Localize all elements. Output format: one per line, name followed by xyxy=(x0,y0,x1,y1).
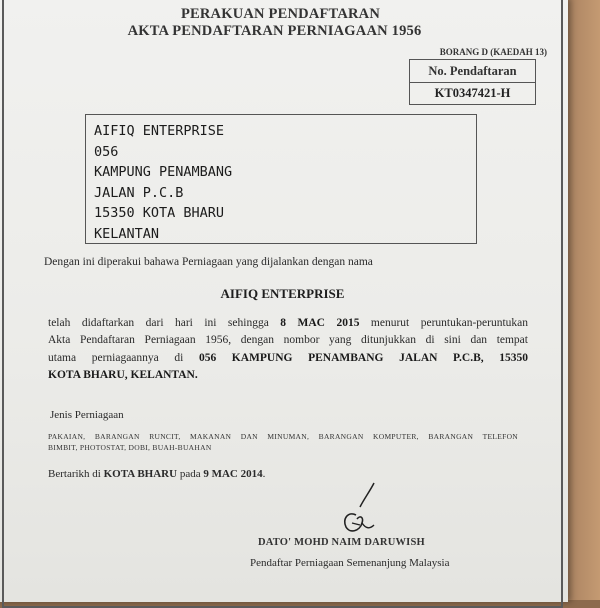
address-line: 15350 KOTA BHARU xyxy=(94,205,225,221)
expiry-date: 8 MAC 2015 xyxy=(280,317,360,329)
form-reference: BORANG D (KAEDAH 13) xyxy=(439,47,547,57)
address-line: JALAN P.C.B xyxy=(94,184,184,201)
certificate-border xyxy=(2,0,563,608)
address-lines xyxy=(94,121,232,244)
dated-place: KOTA BHARU xyxy=(103,468,178,480)
registration-box xyxy=(409,59,536,105)
business-name: AIFIQ ENTERPRISE xyxy=(220,286,345,301)
dated-middle: pada xyxy=(177,468,204,480)
dated-prefix: Bertarikh di xyxy=(48,468,104,480)
intro-text: Dengan ini diperakui bahawa Perniagaan yang dijalankan dengan nama xyxy=(44,256,373,268)
registration-label: No. Pendaftaran xyxy=(410,60,535,83)
address-line: AIFIQ ENTERPRISE xyxy=(94,123,225,139)
signatory-title: Pendaftar Perniagaan Semenanjung Malaysia xyxy=(250,557,450,569)
business-type-line: BIMBIT, PHOTOSTAT, DOBI, BUAH-BUAHAN xyxy=(48,443,212,452)
body-line-4 xyxy=(48,367,198,383)
dated-suffix: . xyxy=(262,468,266,480)
signatory-name: DATO' MOHD NAIM DARUWISH xyxy=(258,537,425,548)
signature-icon xyxy=(304,471,444,541)
business-type-list xyxy=(48,431,518,453)
dated-line xyxy=(48,468,265,480)
business-address-cont: KOTA BHARU, KELANTAN. xyxy=(48,369,198,381)
body-text: menurut peruntukan-peruntukan xyxy=(359,317,529,329)
body-line-3 xyxy=(48,350,528,366)
address-line: KAMPUNG PENAMBANG xyxy=(94,164,233,180)
address-box xyxy=(85,114,477,244)
business-type-label: Jenis Perniagaan xyxy=(50,409,124,421)
dated-date: 9 MAC 2014 xyxy=(203,468,263,480)
certificate-title: PERAKUAN PENDAFTARAN xyxy=(180,6,381,22)
business-type-line: PAKAIAN, BARANGAN RUNCIT, MAKANAN DAN MINUMAN, BARANGAN KOMPUTER, BARANGAN TELEFON xyxy=(48,432,518,441)
body-text: utama perniagaannya di xyxy=(48,352,199,364)
registration-number: KT0347421-H xyxy=(434,86,511,100)
certificate-act-title: AKTA PENDAFTARAN PERNIAGAAN 1956 xyxy=(127,23,422,39)
body-line-1 xyxy=(48,315,528,331)
body-line-2: Akta Pendaftaran Perniagaan 1956, dengan nombor yang ditunjukkan di sini dan tempat xyxy=(48,334,528,346)
address-line: KELANTAN xyxy=(94,225,160,242)
address-line: 056 xyxy=(94,143,119,160)
business-address: 056 KAMPUNG PENAMBANG JALAN P.C.B, 15350 xyxy=(198,352,528,364)
body-text: telah didaftarkan dari hari ini sehingga xyxy=(48,317,281,329)
